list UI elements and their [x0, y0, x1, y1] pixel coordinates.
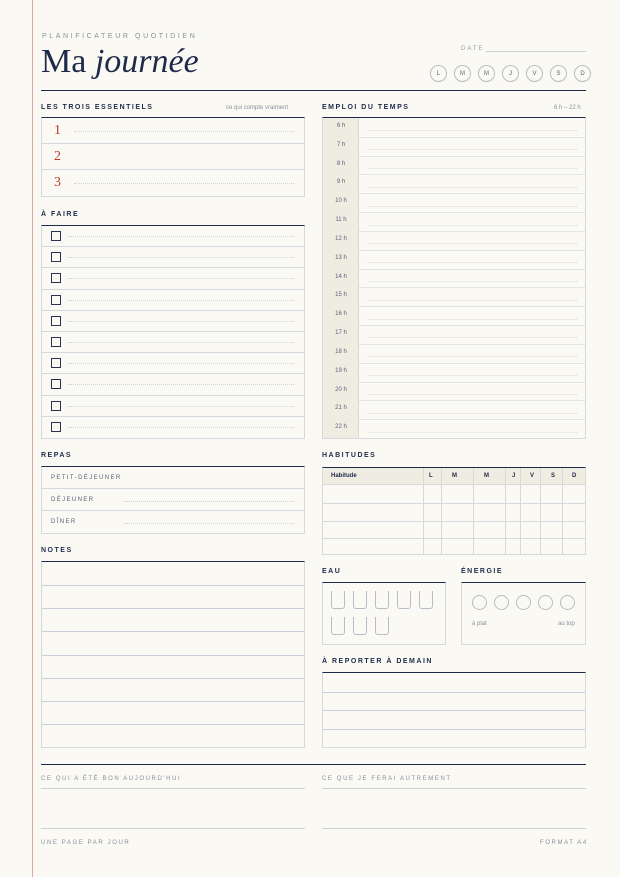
checkbox[interactable]: [51, 358, 61, 368]
water-title: EAU: [322, 568, 342, 575]
hour-slot[interactable]: [369, 413, 577, 414]
notes-title: NOTES: [41, 547, 73, 554]
checkbox[interactable]: [51, 295, 61, 305]
hour-slot[interactable]: [369, 225, 577, 226]
hour-label: 15 h: [335, 292, 347, 299]
meal-row[interactable]: [42, 467, 304, 489]
hour-label: 20 h: [335, 386, 347, 393]
margin-line: [32, 0, 33, 877]
hour-label: 14 h: [335, 273, 347, 280]
hour-slot[interactable]: [369, 168, 577, 169]
energy-level-circle[interactable]: [494, 595, 509, 610]
habits-day: S: [551, 473, 556, 479]
meal-row[interactable]: [42, 511, 304, 533]
meal-label: PETIT-DÉJEUNER: [51, 474, 122, 481]
habits-day: J: [512, 473, 516, 479]
essential-number: 2: [54, 148, 61, 164]
date-field[interactable]: [486, 51, 586, 52]
meals-title: REPAS: [41, 452, 73, 459]
water-glass-icon[interactable]: [419, 591, 433, 609]
habits-table: [322, 467, 586, 555]
weekday-circle[interactable]: J: [502, 65, 519, 82]
hour-slot[interactable]: [369, 130, 577, 131]
meals-box: [41, 466, 305, 534]
essential-row[interactable]: [42, 170, 304, 196]
todo-list: [41, 225, 305, 439]
hour-label: 9 h: [336, 179, 346, 186]
weekday-circle[interactable]: L: [430, 65, 447, 82]
footer-left: UNE PAGE PAR JOUR: [41, 840, 131, 846]
habits-title: HABITUDES: [322, 452, 377, 459]
todo-row[interactable]: [42, 417, 304, 438]
essentials-title: LES TROIS ESSENTIELS: [41, 104, 154, 111]
water-tracker: [322, 582, 446, 645]
hour-slot[interactable]: [369, 394, 577, 395]
hour-label: 22 h: [335, 424, 347, 431]
habits-day: D: [572, 473, 577, 479]
weekday-picker: [430, 65, 591, 82]
schedule-title: EMPLOI DU TEMPS: [322, 104, 410, 111]
essentials-box: [41, 117, 305, 197]
hour-slot[interactable]: [369, 206, 577, 207]
hour-label: 18 h: [335, 348, 347, 355]
essential-row[interactable]: [42, 144, 304, 170]
hour-slot[interactable]: [369, 149, 577, 150]
energy-high: au top: [558, 621, 575, 627]
hour-slot[interactable]: [369, 337, 577, 338]
hour-slot[interactable]: [369, 281, 577, 282]
reflection-good-line[interactable]: [41, 788, 305, 789]
energy-level-circle[interactable]: [560, 595, 575, 610]
checkbox[interactable]: [51, 273, 61, 283]
todo-row[interactable]: [42, 268, 304, 289]
checkbox[interactable]: [51, 379, 61, 389]
schedule-grid: [322, 117, 586, 439]
habits-day: V: [530, 473, 535, 479]
reflection-good-line[interactable]: [41, 828, 305, 829]
reflection-different-line[interactable]: [322, 788, 586, 789]
todo-row[interactable]: [42, 226, 304, 247]
hour-label: 12 h: [335, 235, 347, 242]
tomorrow-title: À REPORTER À DEMAIN: [322, 658, 433, 665]
checkbox[interactable]: [51, 337, 61, 347]
meal-label: DÎNER: [51, 519, 77, 525]
meal-row[interactable]: [42, 489, 304, 511]
habits-day: L: [429, 473, 433, 479]
page-kicker: PLANIFICATEUR QUOTIDIEN: [42, 33, 198, 40]
meal-label: DÉJEUNER: [51, 496, 95, 503]
habits-header-label: Habitude: [331, 473, 357, 479]
checkbox[interactable]: [51, 422, 61, 432]
hour-label: 8 h: [336, 160, 346, 167]
energy-title: ÉNERGIE: [461, 568, 504, 575]
hour-slot[interactable]: [369, 187, 577, 188]
hour-slot[interactable]: [369, 319, 577, 320]
tomorrow-list[interactable]: [322, 672, 586, 748]
checkbox[interactable]: [51, 252, 61, 262]
hour-slot[interactable]: [369, 375, 577, 376]
weekday-circle[interactable]: M: [478, 65, 495, 82]
hour-slot[interactable]: [369, 243, 577, 244]
water-glass-icon[interactable]: [331, 591, 345, 609]
energy-low: à plat: [472, 621, 487, 627]
page-title: [41, 43, 199, 81]
essential-row[interactable]: [42, 118, 304, 144]
water-glass-icon[interactable]: [397, 591, 411, 609]
habits-day: M: [484, 473, 489, 479]
weekday-circle[interactable]: D: [574, 65, 591, 82]
water-glass-icon[interactable]: [331, 617, 345, 635]
water-glass-icon[interactable]: [353, 617, 367, 635]
hour-label: 21 h: [335, 405, 347, 412]
notes-area[interactable]: [41, 561, 305, 748]
hour-slot[interactable]: [369, 300, 577, 301]
reflection-rule: [41, 764, 586, 765]
water-glass-icon[interactable]: [375, 591, 389, 609]
todo-row[interactable]: [42, 396, 304, 417]
hour-slot[interactable]: [369, 356, 577, 357]
essentials-note: ce qui compte vraiment: [226, 105, 289, 111]
essential-number: 3: [54, 175, 61, 190]
checkbox[interactable]: [51, 401, 61, 411]
todo-row[interactable]: [42, 332, 304, 353]
hour-label: 6 h: [336, 123, 346, 129]
header-rule: [41, 90, 586, 91]
hour-label: 11 h: [335, 217, 347, 224]
todo-row[interactable]: [42, 247, 304, 268]
reflection-good-label: CE QUI A ÉTÉ BON AUJOURD'HUI: [41, 776, 182, 782]
water-glass-icon[interactable]: [353, 591, 367, 609]
title-roman: Ma: [41, 43, 95, 80]
essential-number: 1: [54, 122, 61, 138]
title-italic: journée: [94, 43, 199, 80]
weekday-circle[interactable]: M: [454, 65, 471, 82]
weekday-circle[interactable]: V: [526, 65, 543, 82]
todo-title: À FAIRE: [41, 211, 80, 218]
checkbox[interactable]: [51, 316, 61, 326]
reflection-different-label: CE QUE JE FERAI AUTREMENT: [322, 776, 452, 782]
hour-label: 17 h: [335, 330, 347, 337]
energy-level-circle[interactable]: [472, 595, 487, 610]
energy-tracker: [461, 582, 586, 645]
energy-level-circle[interactable]: [538, 595, 553, 610]
habits-header: [323, 468, 585, 485]
reflection-different-line[interactable]: [322, 828, 586, 829]
todo-row[interactable]: [42, 290, 304, 311]
hour-label: 13 h: [335, 254, 347, 261]
habits-day: M: [452, 473, 457, 479]
todo-row[interactable]: [42, 311, 304, 332]
energy-level-circle[interactable]: [516, 595, 531, 610]
footer-right: FORMAT A4: [540, 840, 588, 846]
todo-row[interactable]: [42, 353, 304, 374]
checkbox[interactable]: [51, 231, 61, 241]
weekday-circle[interactable]: S: [550, 65, 567, 82]
schedule-range: 6 h – 22 h: [554, 105, 581, 111]
hour-slot[interactable]: [369, 432, 577, 433]
hour-slot[interactable]: [369, 262, 577, 263]
date-label: DATE: [461, 46, 485, 52]
hour-label: 16 h: [335, 311, 347, 318]
hour-label: 7 h: [336, 141, 346, 148]
hour-label: 19 h: [335, 367, 347, 374]
water-glass-icon[interactable]: [375, 617, 389, 635]
hour-label: 10 h: [335, 198, 347, 205]
todo-row[interactable]: [42, 374, 304, 395]
